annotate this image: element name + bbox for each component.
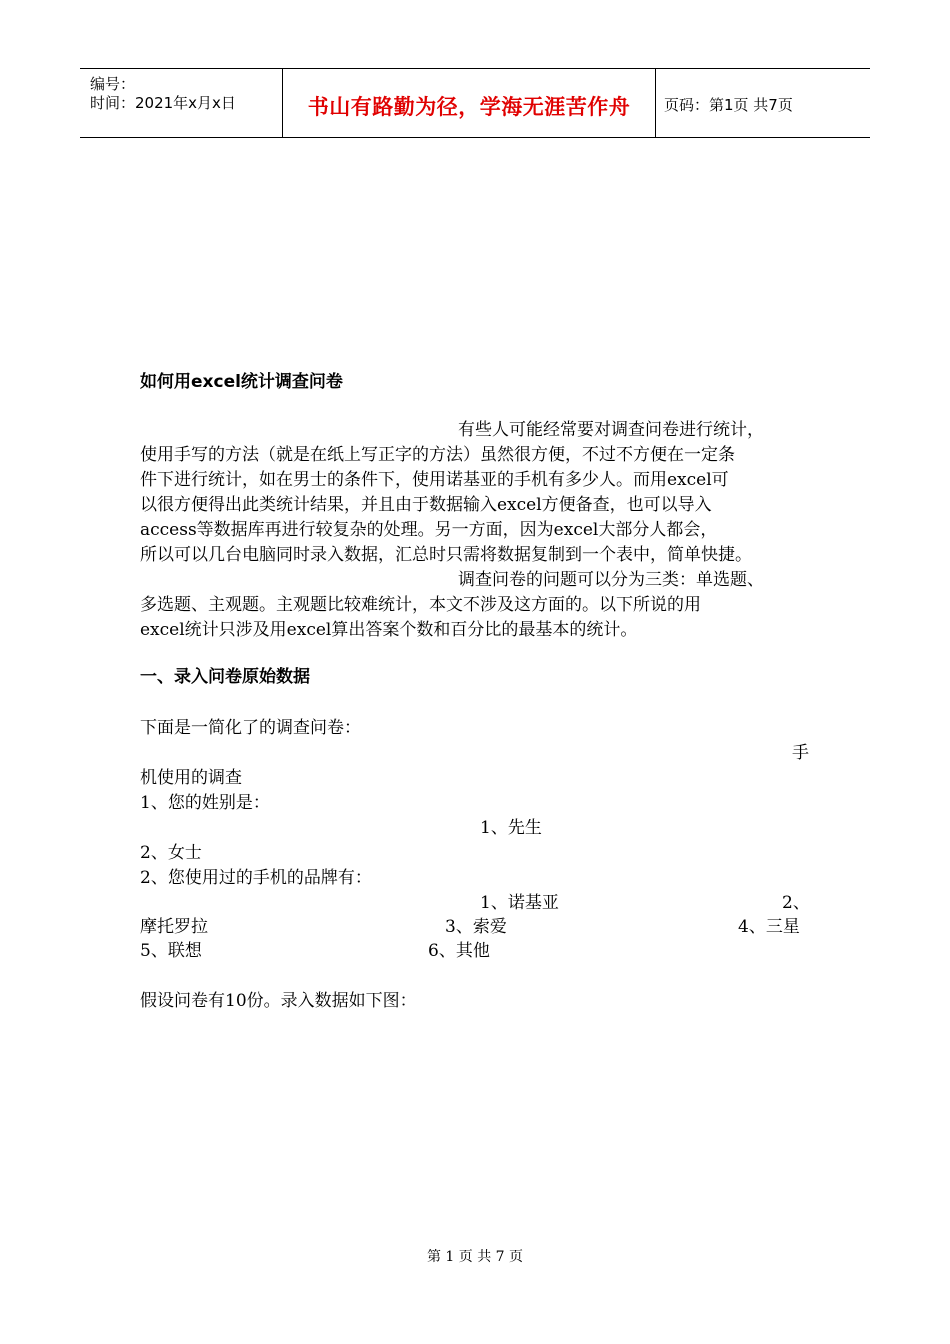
document-header — [80, 68, 870, 138]
question-2: 2、您使用过的手机的品牌有： — [140, 868, 372, 888]
option-text: 5、联想 — [140, 941, 202, 961]
option-text: 1、先生 — [480, 818, 542, 838]
intro-line: 有些人可能经常要对调查问卷进行统计， — [458, 420, 764, 440]
option-number: 2、 — [782, 893, 810, 913]
intro-line: 多选题、主观题。主观题比较难统计，本文不涉及这方面的。以下所说的用 — [140, 595, 701, 615]
closing-text: 假设问卷有10份。录入数据如下图： — [140, 991, 417, 1011]
section-heading: 一、录入问卷原始数据 — [140, 667, 310, 687]
number-label: 编号： — [90, 75, 136, 93]
option-text: 4、三星 — [738, 917, 800, 937]
intro-line: 所以可以几台电脑同时录入数据，汇总时只需将数据复制到一个表中，简单快捷。 — [140, 545, 752, 565]
intro-line: access等数据库再进行较复杂的处理。另一方面，因为excel大部分人都会， — [140, 520, 718, 540]
survey-title-part: 机使用的调查 — [140, 768, 242, 788]
intro-line: 以很方便得出此类统计结果，并且由于数据输入excel方便备查，也可以导入 — [140, 495, 712, 515]
intro-line: excel统计只涉及用excel算出答案个数和百分比的最基本的统计。 — [140, 620, 638, 640]
intro-line: 使用手写的方法（就是在纸上写正字的方法）虽然很方便，不过不方便在一定条 — [140, 445, 735, 465]
option-text: 2、女士 — [140, 843, 202, 863]
sample-intro: 下面是一简化了的调查问卷： — [140, 718, 361, 738]
article-title: 如何用excel统计调查问卷 — [140, 372, 343, 392]
page-info: 页码：第1页 共7页 — [664, 96, 793, 114]
intro-line: 件下进行统计，如在男士的条件下，使用诺基亚的手机有多少人。而用excel可 — [140, 470, 729, 490]
motto-text: 书山有路勤为径，学海无涯苦作舟 — [307, 95, 631, 119]
time-label: 时间：2021年x月x日 — [90, 94, 236, 112]
question-1: 1、您的姓别是： — [140, 793, 270, 813]
intro-line: 调查问卷的问题可以分为三类：单选题、 — [458, 570, 764, 590]
survey-title-part: 手 — [792, 743, 809, 763]
header-page-cell — [655, 69, 870, 137]
option-text: 3、索爱 — [445, 917, 507, 937]
header-motto-cell — [282, 69, 656, 137]
header-info-cell — [80, 69, 282, 137]
page-footer: 第 1 页 共 7 页 — [426, 1249, 524, 1265]
option-text: 摩托罗拉 — [140, 917, 208, 937]
option-text: 1、诺基亚 — [480, 893, 559, 913]
option-text: 6、其他 — [428, 941, 490, 961]
